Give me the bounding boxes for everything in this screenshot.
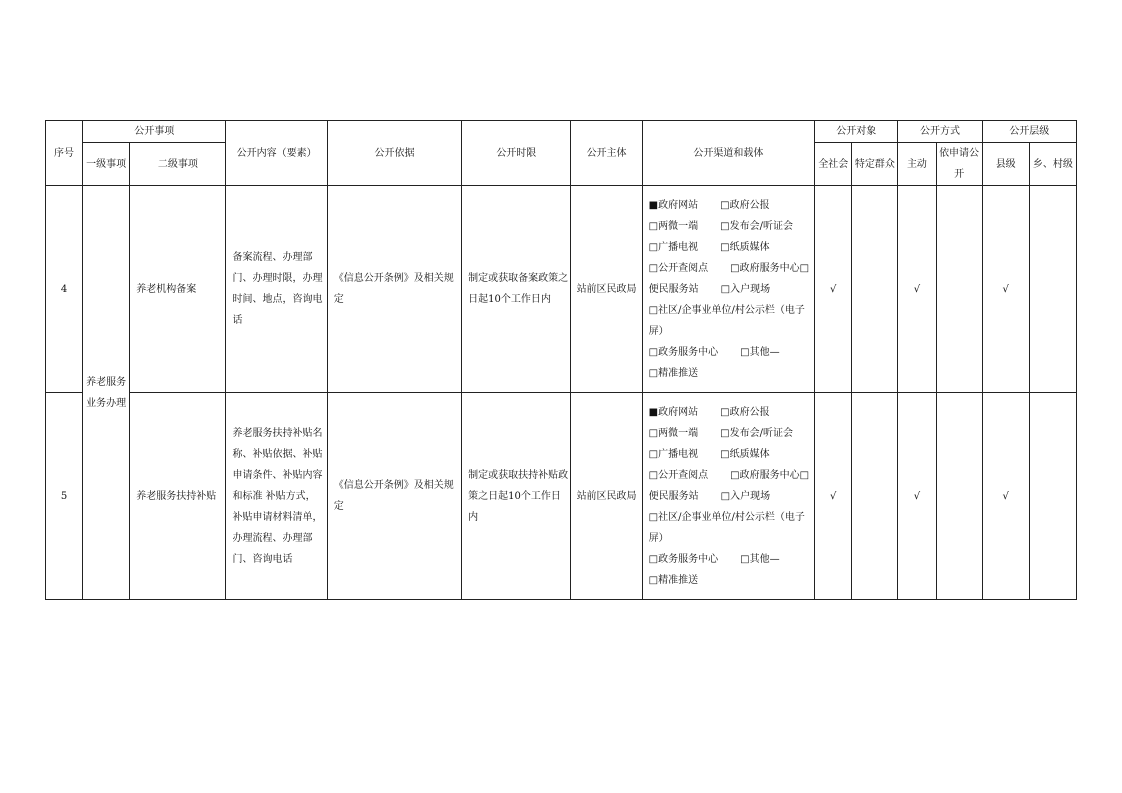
row-subject: 站前区民政局 bbox=[571, 393, 642, 600]
channel-item: □广播电视 bbox=[648, 241, 699, 253]
row-level-county: √ bbox=[982, 393, 1029, 600]
channel-item: □政府服务中心□ bbox=[730, 469, 810, 481]
channel-item: □发布会/听证会 bbox=[720, 427, 793, 439]
channel-item: □政府公报 bbox=[720, 199, 770, 211]
header-content: 公开内容（要素） bbox=[226, 121, 327, 186]
header-row-1 bbox=[46, 121, 1077, 143]
channel-item: □精准推送 bbox=[648, 367, 699, 379]
channel-item: □纸质媒体 bbox=[720, 241, 770, 253]
channel-item: □发布会/听证会 bbox=[720, 220, 793, 232]
row-basis: 《信息公开条例》及相关规定 bbox=[327, 393, 461, 600]
channel-item: 便民服务站 bbox=[648, 490, 699, 502]
channel-item: □政务服务中心 bbox=[648, 346, 719, 358]
row-subject: 站前区民政局 bbox=[571, 186, 642, 393]
header-time-limit: 公开时限 bbox=[462, 121, 571, 186]
header-level-county: 县级 bbox=[982, 143, 1029, 186]
row-time-limit: 制定或获取扶持补贴政策之日起10个工作日内 bbox=[462, 393, 571, 600]
header-level2: 二级事项 bbox=[130, 143, 226, 186]
channel-item: □公开查阅点 bbox=[648, 469, 709, 481]
channel-item: □入户现场 bbox=[720, 490, 771, 502]
channel-item: 便民服务站 bbox=[648, 283, 699, 295]
channel-item: □广播电视 bbox=[648, 448, 699, 460]
row-method-active: √ bbox=[898, 393, 936, 600]
channel-item: □社区/企事业单位/村公示栏（电子屏） bbox=[648, 304, 805, 337]
table-row bbox=[46, 186, 1077, 393]
row-channels bbox=[642, 186, 815, 393]
header-channel: 公开渠道和载体 bbox=[642, 121, 815, 186]
header-public-items: 公开事项 bbox=[83, 121, 226, 143]
header-level-town: 乡、村级 bbox=[1029, 143, 1076, 186]
header-target-all: 全社会 bbox=[815, 143, 852, 186]
header-method-active: 主动 bbox=[898, 143, 936, 186]
header-method-request: 依申请公开 bbox=[936, 143, 982, 186]
row-level-county: √ bbox=[982, 186, 1029, 393]
channel-item: □两微一端 bbox=[648, 427, 699, 439]
row-level-town bbox=[1029, 393, 1076, 600]
row-level1: 养老服务业务办理 bbox=[83, 186, 130, 600]
row-level2: 养老服务扶持补贴 bbox=[130, 393, 226, 600]
row-level-town bbox=[1029, 186, 1076, 393]
channel-item: □纸质媒体 bbox=[720, 448, 770, 460]
channel-item: ■政府网站 bbox=[648, 406, 699, 418]
row-target-all: √ bbox=[815, 393, 852, 600]
channel-item: □精准推送 bbox=[648, 574, 699, 586]
channel-item: □入户现场 bbox=[720, 283, 771, 295]
header-target: 公开对象 bbox=[815, 121, 898, 143]
channel-item: ■政府网站 bbox=[648, 199, 699, 211]
row-target-specific bbox=[852, 393, 898, 600]
header-subject: 公开主体 bbox=[571, 121, 642, 186]
row-target-specific bbox=[852, 186, 898, 393]
row-content: 养老服务扶持补贴名称、补贴依据、补贴申请条件、补贴内容和标准 补贴方式，补贴申请材料清单，办理流程、办理部门、咨询电话 bbox=[226, 393, 327, 600]
header-seq: 序号 bbox=[46, 121, 83, 186]
row-seq: 4 bbox=[46, 186, 83, 393]
channel-item: □政府公报 bbox=[720, 406, 770, 418]
channel-item: □其他— bbox=[740, 553, 780, 565]
row-basis: 《信息公开条例》及相关规定 bbox=[327, 186, 461, 393]
channel-item: □两微一端 bbox=[648, 220, 699, 232]
row-channels bbox=[642, 393, 815, 600]
channel-item: □社区/企事业单位/村公示栏（电子屏） bbox=[648, 511, 805, 544]
table-row bbox=[46, 393, 1077, 600]
channel-item: □公开查阅点 bbox=[648, 262, 709, 274]
row-level2: 养老机构备案 bbox=[130, 186, 226, 393]
row-method-request bbox=[936, 393, 982, 600]
channel-item: □政府服务中心□ bbox=[730, 262, 810, 274]
disclosure-table bbox=[45, 120, 1077, 600]
header-basis: 公开依据 bbox=[327, 121, 461, 186]
channel-item: □其他— bbox=[740, 346, 780, 358]
row-seq: 5 bbox=[46, 393, 83, 600]
header-target-specific: 特定群众 bbox=[852, 143, 898, 186]
row-time-limit: 制定或获取备案政策之日起10个工作日内 bbox=[462, 186, 571, 393]
row-target-all: √ bbox=[815, 186, 852, 393]
header-method: 公开方式 bbox=[898, 121, 982, 143]
header-level1: 一级事项 bbox=[83, 143, 130, 186]
row-content: 备案流程、办理部门、办理时限，办理时间、地点，咨询电话 bbox=[226, 186, 327, 393]
header-level: 公开层级 bbox=[982, 121, 1076, 143]
row-method-active: √ bbox=[898, 186, 936, 393]
channel-item: □政务服务中心 bbox=[648, 553, 719, 565]
row-method-request bbox=[936, 186, 982, 393]
